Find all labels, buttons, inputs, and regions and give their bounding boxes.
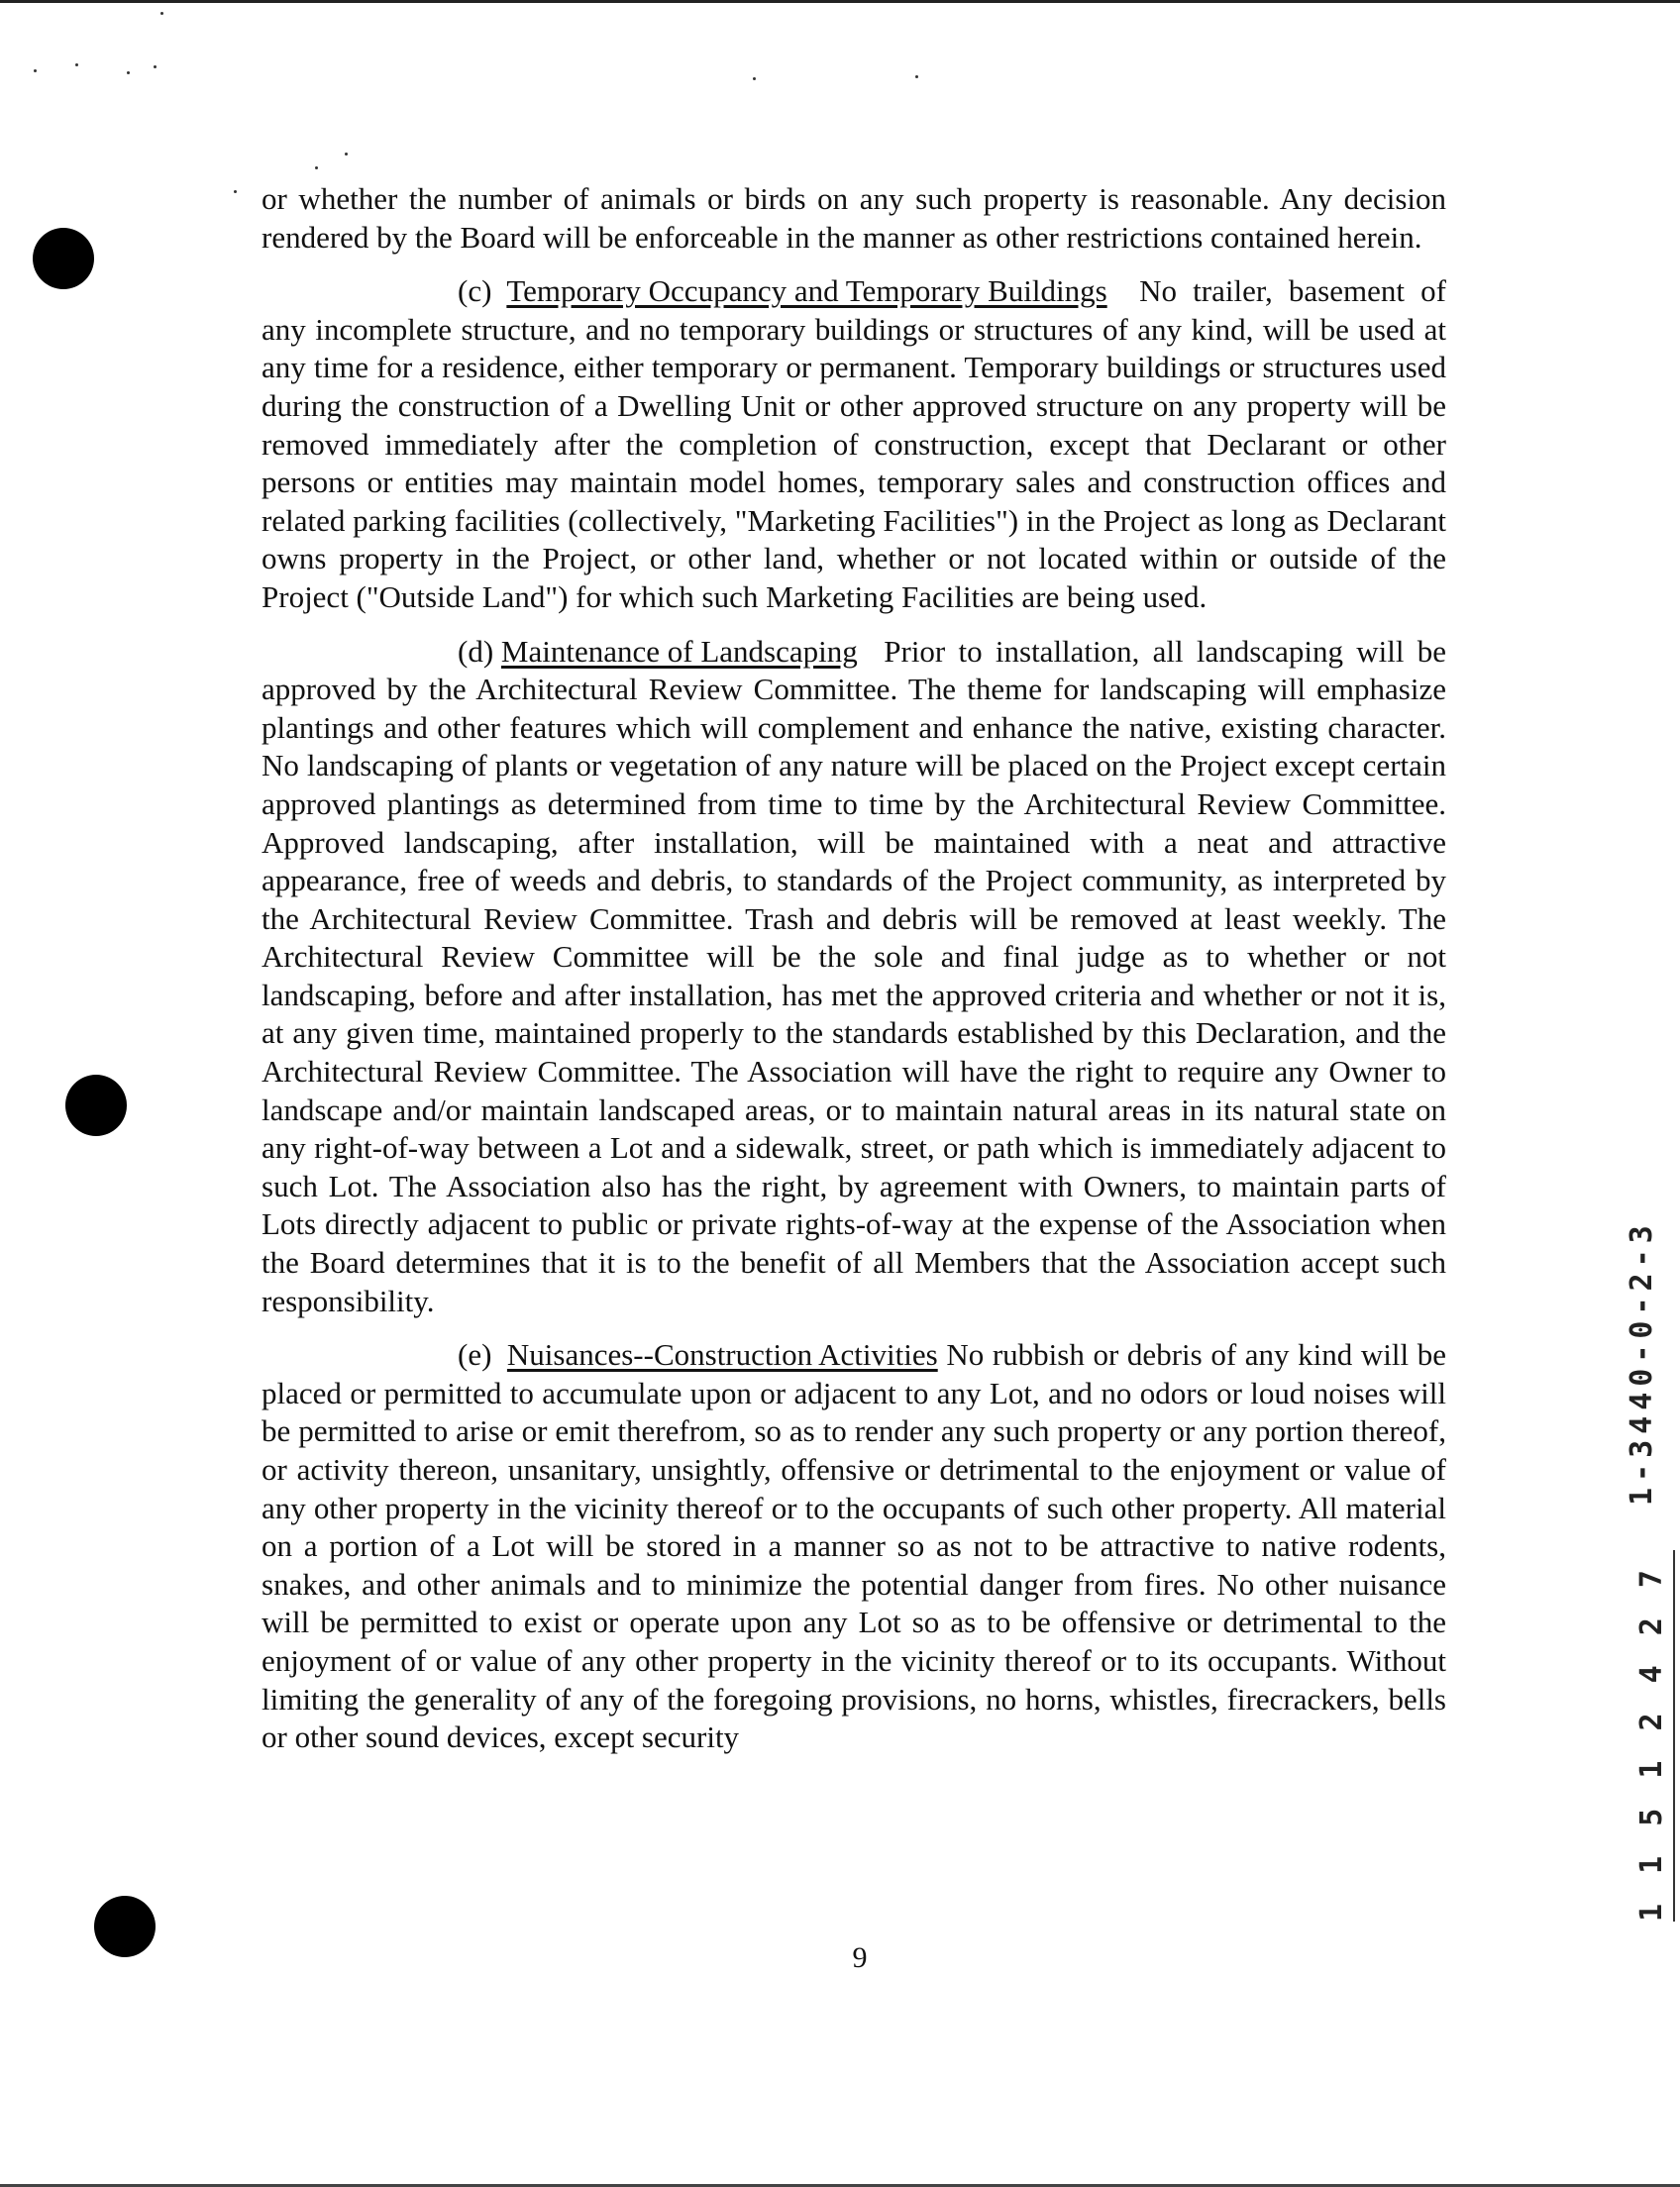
scan-top-edge [0, 0, 1680, 3]
book-page-stamp: 1 1 5 1 2 4 2 7 [1634, 1550, 1675, 1922]
paragraph-indent [262, 272, 1107, 311]
binder-hole [33, 228, 94, 289]
scan-speck [915, 75, 918, 78]
section-heading: Nuisances--Construction Activities [506, 1337, 938, 1373]
scan-speck [75, 63, 78, 66]
paragraph-c [262, 272, 1446, 616]
document-body [262, 180, 1446, 1773]
section-heading: Temporary Occupancy and Temporary Buildings [506, 273, 1107, 309]
recording-number-stamp: 1-3440-0-2-3 [1625, 1219, 1659, 1506]
scan-speck [753, 77, 756, 80]
paragraph-indent [262, 1336, 938, 1375]
scan-speck [154, 65, 157, 68]
scan-speck [34, 69, 37, 72]
binder-hole [65, 1075, 127, 1136]
scan-speck [345, 153, 348, 156]
paragraph-text: No trailer, basement of any incomplete structure, and no temporary buildings or structures of any kind, will be used at any time for a residence, either temporary or permanent. Temporary buildings or structures used during the construction of a Dwelling Unit or other approved structure on any property will be removed immediately after the completion of construction, except that Declarant or other persons or entities may maintain model homes, temporary sales and construction offices and related parking facilities (collectively, "Marketing Facilities") in the Project as long as Declarant owns property in the Project, or other land, whether or not located within or outside of the Project ("Outside Land") for which such Marketing Facilities are being used. [262, 273, 1447, 614]
paragraph-text: No rubbish or debris of any kind will be placed or permitted to accumulate upon or adjacent to any Lot, and no odors or loud noises will be permitted to arise or emit therefrom, so as to render any such property or any portion thereof, or activity thereon, unsanitary, unsightly, offensive or detrimental to the enjoyment or value of any other property in the vicinity thereof or to the occupants of such other property. All material on a portion of a Lot will be stored in a manner so as not to be attractive to native rodents, snakes, and other animals and to minimize the potential danger from fires. No other nuisance will be permitted to exist or operate upon any Lot so as to be offensive or detrimental to the enjoyment of or value of any other property in the vicinity thereof or to its occupants. Without limiting the generality of any of the foregoing provisions, no horns, whistles, firecrackers, bells or other sound devices, except security [262, 1337, 1447, 1755]
scan-speck [315, 166, 318, 169]
paragraph-label: (d) [458, 633, 494, 669]
paragraph-label: (c) [458, 273, 492, 309]
scan-speck [160, 12, 163, 15]
paragraph-label: (e) [458, 1337, 492, 1373]
paragraph-d [262, 633, 1446, 1321]
scan-speck [127, 71, 130, 74]
page-number: 9 [852, 1941, 868, 1974]
paragraph-continuation [262, 180, 1446, 257]
section-heading: Maintenance of Landscaping [500, 633, 858, 669]
paragraph-text: Prior to installation, all landscaping will be approved by the Architectural Review Committee. The theme for landscaping will emphasize plantings and other features which will complement and enhance the native, existing character. No landscaping of plants or vegetation of any nature will be placed on the Project except certain approved plantings as determined from time to time by the Architectural Review Committee. Approved landscaping, after installation, will be maintained with a neat and attractive appearance, free of weeds and debris, to standards of the Project community, as interpreted by the Architectural Review Committee. Trash and debris will be removed at least weekly. The Architectural Review Committee will be the sole and final judge as to whether or not landscaping, before and after installation, has met the approved criteria and whether or not it is, at any given time, maintained properly to the standards established by this Declaration, and the Architectural Review Committee. The Association will have the right to require any Owner to landscape and/or maintain landscaped areas, or to maintain natural areas in its natural state on any right-of-way between a Lot and a sidewalk, street, or path which is immediately adjacent to such Lot. The Association also has the right, by agreement with Owners, to maintain parts of Lots directly adjacent to public or private rights-of-way at the expense of the Association when the Board determines that it is to the benefit of all Members that the Association accept such responsibility. [262, 633, 1446, 1318]
paragraph-indent [262, 633, 858, 672]
scan-speck [234, 190, 237, 193]
paragraph-e [262, 1336, 1446, 1757]
paragraph-text: or whether the number of animals or birds on any such property is reasonable. Any decision rendered by the Board will be enforceable in the manner as other restrictions contained herein. [262, 181, 1446, 255]
